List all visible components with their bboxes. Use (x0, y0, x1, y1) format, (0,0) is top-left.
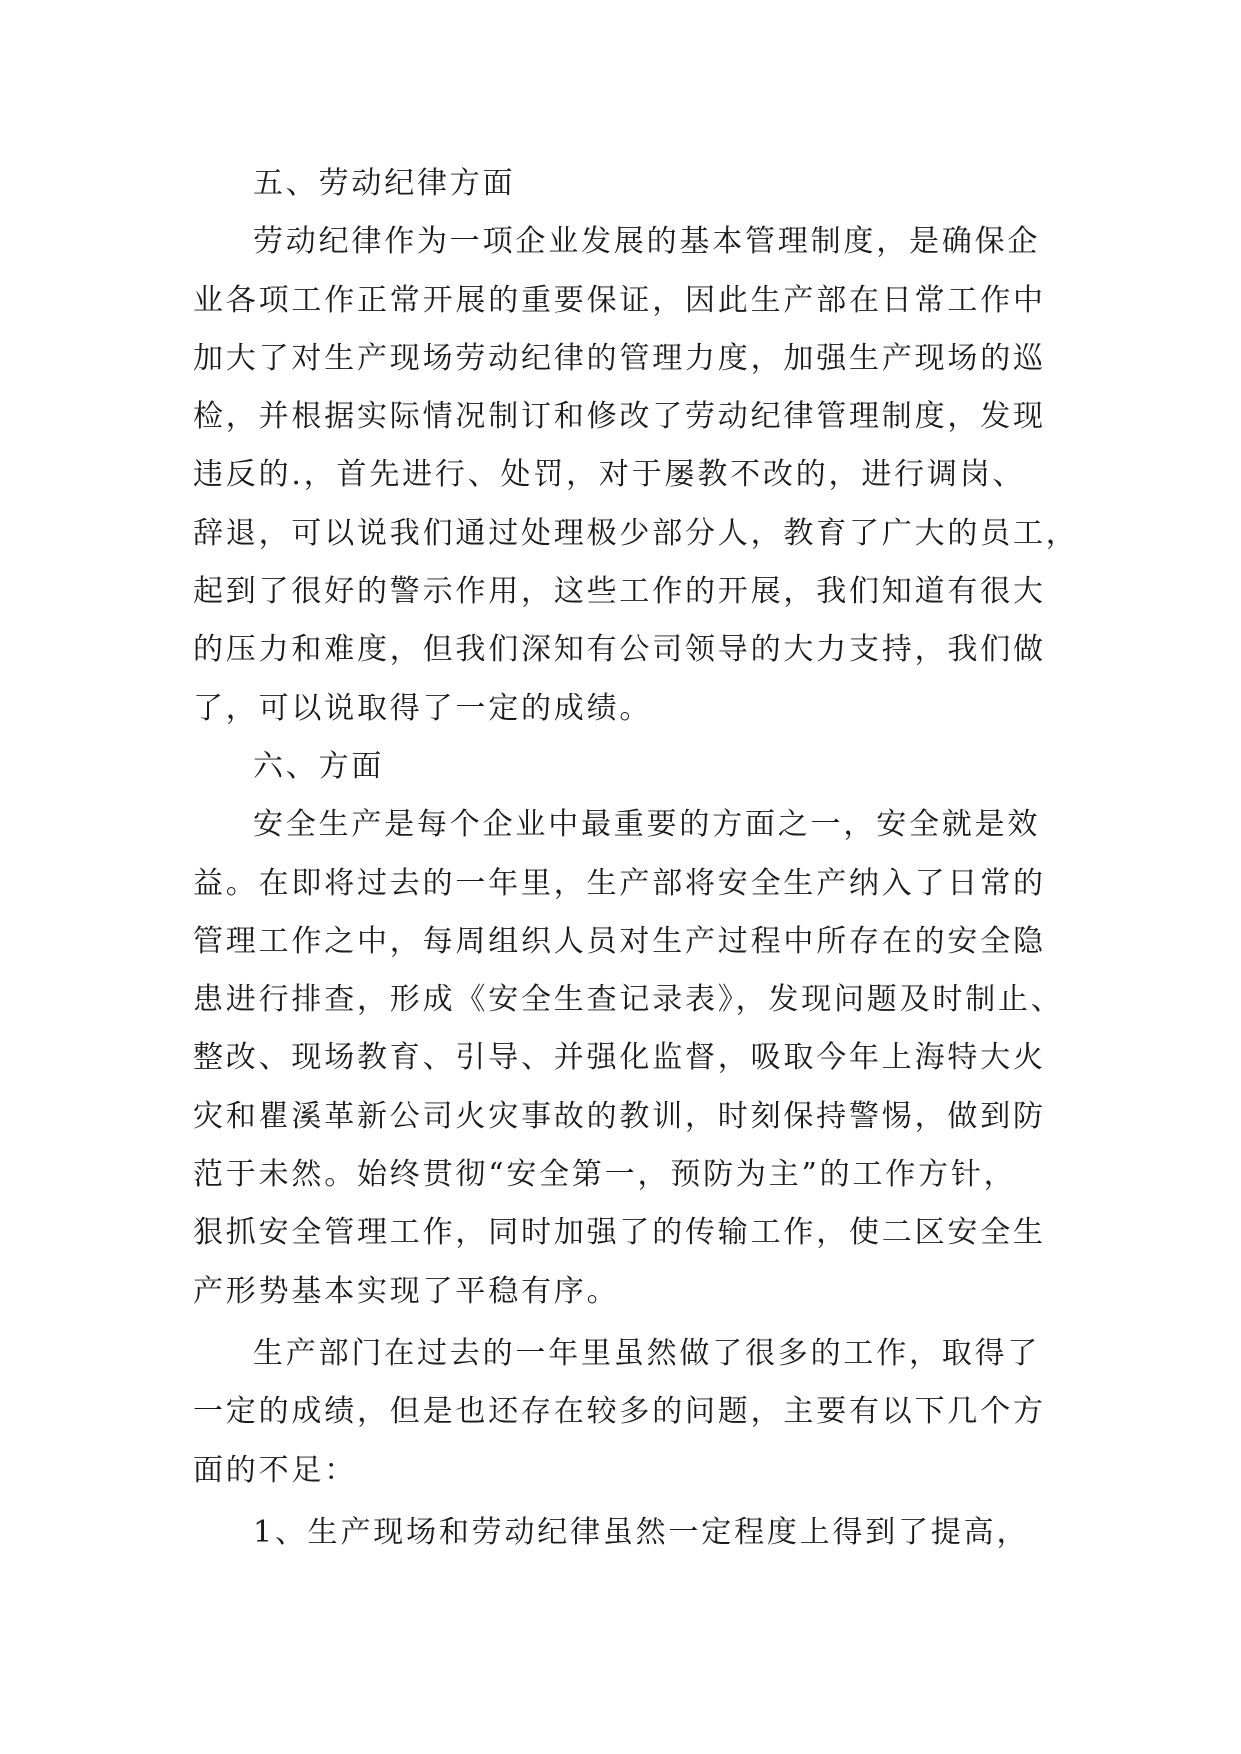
section-heading: 六、方面 (253, 748, 385, 784)
paragraph-line: 违反的.，首先进行、处罚，对于屡教不改的，进行调岗、 (193, 457, 1026, 493)
section-heading: 五、劳动纪律方面 (253, 166, 516, 201)
paragraph-line: 业各项工作正常开展的重要保证，因此生产部在日常工作中 (193, 282, 1046, 318)
paragraph-summary (193, 1325, 1055, 1500)
paragraph-line: 产形势基本实现了平稳有序。 (193, 1273, 620, 1309)
paragraph-line: 安全生产是每个企业中最重要的方面之一，安全就是效 (253, 807, 1041, 843)
paragraph-line: 了，可以说取得了一定的成绩。 (193, 690, 653, 726)
paragraph-line: 范于未然。始终贯彻“安全第一，预防为主”的工作方针， (193, 1157, 1017, 1193)
paragraph-line: 辞退，可以说我们通过处理极少部分人，教育了广大的员工， (193, 515, 1079, 551)
paragraph-line: 加大了对生产现场劳动纪律的管理力度，加强生产现场的巡 (193, 340, 1046, 376)
paragraph-line: 生产部门在过去的一年里虽然做了很多的工作，取得了 (253, 1335, 1041, 1371)
list-item-1 (193, 1504, 1055, 1562)
paragraph-labor-discipline (193, 213, 1079, 738)
document-body (193, 155, 1079, 1562)
paragraph-safety (193, 796, 1064, 1321)
paragraph-line: 的压力和难度，但我们深知有公司领导的大力支持，我们做 (193, 632, 1046, 668)
paragraph-line: 灾和瞿溪革新公司火灾事故的教训，时刻保持警惕，做到防 (193, 1098, 1046, 1134)
paragraph-line: 益。在即将过去的一年里，生产部将安全生产纳入了日常的 (193, 865, 1046, 901)
paragraph-line: 狠抓安全管理工作，同时加强了的传输工作，使二区安全生 (193, 1215, 1046, 1251)
paragraph-line: 1、生产现场和劳动纪律虽然一定程度上得到了提高， (253, 1514, 1030, 1550)
paragraph-line: 面的不足： (193, 1452, 357, 1488)
paragraph-line: 起到了很好的警示作用，这些工作的开展，我们知道有很大 (193, 574, 1046, 610)
paragraph-line: 一定的成绩，但是也还存在较多的问题，主要有以下几个方 (193, 1394, 1046, 1430)
paragraph-line: 整改、现场教育、引导、并强化监督，吸取今年上海特大火 (193, 1040, 1046, 1076)
paragraph-line: 患进行排查，形成《安全生查记录表》，发现问题及时制止、 (193, 982, 1064, 1018)
paragraph-line: 检，并根据实际情况制订和修改了劳动纪律管理制度，发现 (193, 399, 1046, 435)
paragraph-line: 管理工作之中，每周组织人员对生产过程中所存在的安全隐 (193, 923, 1046, 959)
paragraph-line: 劳动纪律作为一项企业发展的基本管理制度，是确保企 (253, 224, 1041, 260)
